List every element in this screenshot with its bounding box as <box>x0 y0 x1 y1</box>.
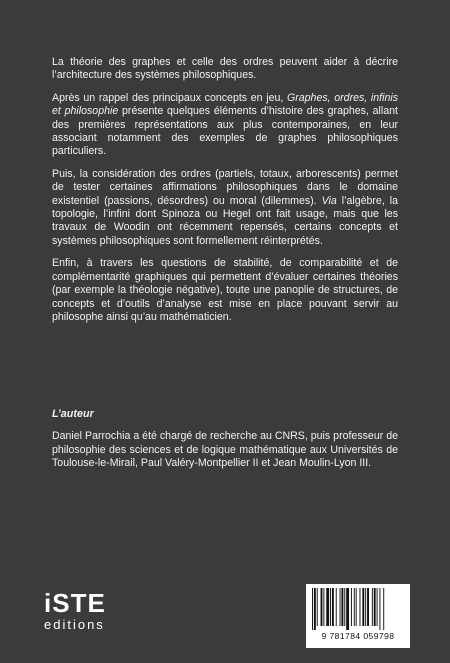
book-title-italic: Graphes, ordres, infinis et philosophie <box>52 91 398 118</box>
via-italic: Via <box>321 194 337 207</box>
abstract-paragraph-3 <box>52 168 398 248</box>
iste-editions-logo <box>44 590 148 638</box>
author-bio: Daniel Parrochia a été chargé de recherche au CNRS, puis professeur de philosophie des sciences et de logique mathématique aux Universités de Toulouse-le-Mirail, Paul Valéry-Montpellier II et Jean Moulin-Lyon III. <box>52 430 398 470</box>
abstract-paragraph-2 <box>52 92 398 159</box>
p2-text-before: Après un rappel des principaux concepts en jeu, <box>52 91 287 104</box>
p2-text-after: présente quelques éléments d’histoire des graphes, allant des premières représentations aux plus contemporaines, en leur associant notamment des exemples de graphes philosophiques particuliers. <box>52 105 398 158</box>
isbn-barcode <box>306 584 410 648</box>
barcode-bars-icon <box>312 588 404 630</box>
abstract-paragraph-1: La théorie des graphes et celle des ordres peuvent aider à décrire l’architecture des systèmes philosophiques. <box>52 56 398 82</box>
abstract-paragraph-4: Enfin, à travers les questions de stabilité, de comparabilité et de complémentarité graphiques qui permettent d’évaluer certaines théories (par exemple la théologie négative), toute une panoplie de structures, de concepts et d’outils d’analyse est mise en place pouvant servir au philosophe ainsi qu’au mathématicien. <box>52 257 398 323</box>
author-section <box>52 408 398 480</box>
logo-iste-text: iSTE <box>44 588 106 618</box>
abstract-text <box>52 56 398 333</box>
p3-text-before: Puis, la considération des ordres (partiels, totaux, arborescents) permet de tester certaines affirmations philosophiques dans le domaine existentiel (passions, désordres) ou moral (dilemmes). <box>52 167 398 207</box>
isbn-number: 9 781784 059798 <box>321 631 395 641</box>
p3-text-after: l’algèbre, la topologie, l’infini dont Spinoza ou Hegel ont fait usage, mais que les travaux de Woodin ont récemment repensés, certains concepts et systèmes philosophiques sont formellement réinterprétés. <box>52 194 399 247</box>
logo-editions-text: editions <box>44 617 105 632</box>
author-heading: L’auteur <box>52 408 94 420</box>
